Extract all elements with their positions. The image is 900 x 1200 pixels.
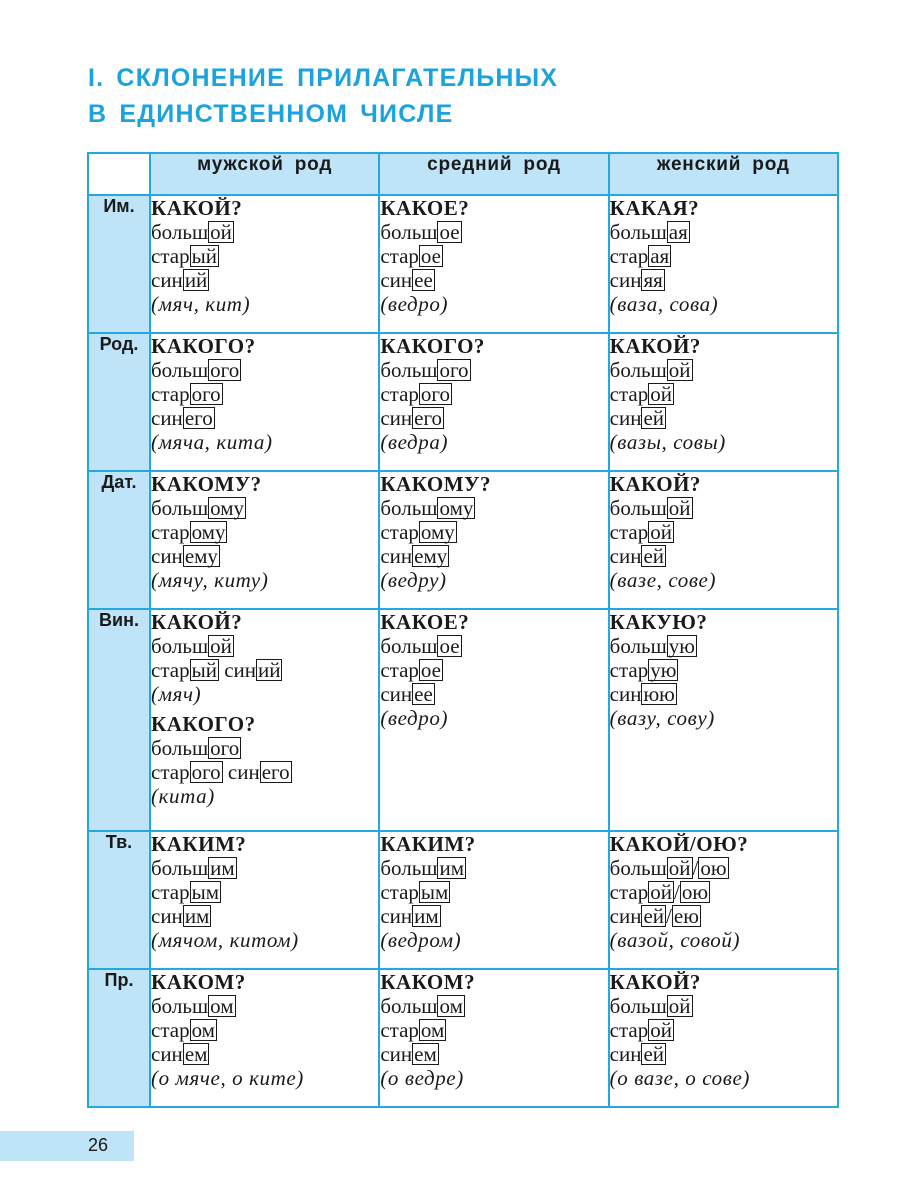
word-stem: больш — [609, 220, 667, 244]
word-stem: стар — [151, 520, 190, 544]
word-ending: его — [184, 406, 213, 430]
example-nouns: (ведру) — [380, 568, 447, 592]
word-stem: син — [380, 406, 413, 430]
form-cell-masculine — [150, 831, 379, 969]
case-question: КАКОЙ? — [151, 610, 243, 634]
word-stem: син — [380, 904, 413, 928]
word-stem: син — [380, 1042, 413, 1066]
word-form — [380, 1018, 607, 1042]
word-form — [380, 682, 607, 706]
column-header-feminine: женский род — [609, 153, 838, 195]
table-row — [88, 333, 838, 471]
case-label: Вин. — [88, 609, 150, 831]
case-question: КАКОЙ? — [151, 196, 243, 220]
case-question: КАКИМ? — [380, 832, 476, 856]
example-nouns: (мяч) — [151, 682, 202, 706]
word-stem: стар — [151, 244, 190, 268]
case-question: КАКОМ? — [151, 970, 246, 994]
word-stem: стар — [380, 520, 419, 544]
word-ending: ему — [184, 544, 218, 568]
word-ending: им — [210, 856, 235, 880]
form-cell-masculine — [150, 195, 379, 333]
word-stem: больш — [380, 994, 438, 1018]
case-question: КАКИМ? — [151, 832, 247, 856]
word-ending: им — [184, 904, 210, 928]
case-label: Им. — [88, 195, 150, 333]
page-number: 26 — [88, 1135, 109, 1155]
word-stem: больш — [151, 856, 209, 880]
word-form — [380, 904, 607, 928]
page-number-bar — [0, 1131, 134, 1161]
word-form — [380, 856, 607, 880]
word-stem: больш — [380, 634, 438, 658]
word-ending: ую — [668, 634, 695, 658]
example-nouns: (вазе, сове) — [609, 568, 717, 592]
header-row — [88, 153, 838, 195]
form-cell-feminine — [609, 333, 838, 471]
word-stem: стар — [151, 658, 190, 682]
case-question: КАКОМУ? — [151, 472, 262, 496]
word-form — [151, 736, 378, 760]
word-stem: стар — [380, 1018, 419, 1042]
word-ending: ой — [650, 382, 672, 406]
word-stem: больш — [380, 856, 438, 880]
word-stem: больш — [151, 994, 209, 1018]
word-stem: больш — [609, 358, 667, 382]
word-form — [380, 634, 607, 658]
word-ending: ого — [210, 736, 240, 760]
word-ending: ий — [184, 268, 208, 292]
word-ending: ею — [673, 904, 699, 928]
word-stem: син — [380, 544, 413, 568]
word-form — [151, 244, 378, 268]
word-ending: ая — [650, 244, 670, 268]
word-stem: син — [151, 1042, 183, 1066]
word-ending: ом — [191, 1018, 215, 1042]
word-form — [380, 220, 607, 244]
word-form — [610, 1042, 837, 1066]
word-ending: ого — [191, 760, 221, 784]
word-ending: ом — [210, 994, 234, 1018]
case-question: КАКОЙ? — [609, 472, 701, 496]
word-form — [610, 358, 837, 382]
word-form — [380, 382, 607, 406]
word-form — [610, 496, 837, 520]
declension-table — [87, 152, 839, 1108]
word-ending: ий — [258, 658, 281, 682]
word-ending: ее — [414, 682, 433, 706]
word-ending: ой — [668, 358, 691, 382]
word-stem: син — [609, 406, 642, 430]
word-form — [610, 544, 837, 568]
word-form — [380, 406, 607, 430]
word-stem: син — [224, 658, 256, 682]
case-label: Пр. — [88, 969, 150, 1107]
word-stem: стар — [380, 880, 419, 904]
word-ending: ему — [414, 544, 448, 568]
word-stem: стар — [380, 244, 419, 268]
word-form — [151, 358, 378, 382]
word-form — [151, 496, 378, 520]
case-label: Тв. — [88, 831, 150, 969]
example-nouns: (вазы, совы) — [609, 430, 726, 454]
word-stem: стар — [151, 1018, 190, 1042]
case-question: КАКОМУ? — [380, 472, 491, 496]
example-nouns: (мяча, кита) — [151, 430, 273, 454]
form-cell-masculine — [150, 609, 379, 831]
word-form — [610, 634, 837, 658]
case-question: КАКАЯ? — [609, 196, 700, 220]
word-form — [151, 994, 378, 1018]
case-question: КАКОЕ? — [380, 196, 470, 220]
word-ending: ой — [210, 220, 232, 244]
word-stem: больш — [151, 220, 209, 244]
word-ending: ое — [420, 658, 441, 682]
word-ending: ее — [414, 268, 433, 292]
word-ending: ое — [439, 220, 460, 244]
word-form — [380, 358, 607, 382]
word-stem: стар — [609, 520, 649, 544]
example-nouns: (о ведре) — [380, 1066, 464, 1090]
form-cell-feminine — [609, 195, 838, 333]
example-nouns: (мячу, киту) — [151, 568, 269, 592]
word-form — [610, 658, 837, 682]
word-form — [610, 904, 837, 928]
word-form — [380, 520, 607, 544]
word-ending: ого — [210, 358, 240, 382]
word-form — [151, 544, 378, 568]
word-ending: ый — [191, 658, 217, 682]
word-ending: ое — [439, 634, 460, 658]
word-ending: его — [414, 406, 443, 430]
example-nouns: (кита) — [151, 784, 215, 808]
form-cell-masculine — [150, 471, 379, 609]
word-stem: син — [609, 1042, 642, 1066]
title-line-2: В ЕДИНСТВЕННОМ ЧИСЛЕ — [88, 100, 454, 128]
case-label: Дат. — [88, 471, 150, 609]
word-stem: стар — [609, 244, 649, 268]
word-stem: больш — [151, 634, 209, 658]
column-header-masculine: мужской род — [150, 153, 379, 195]
word-stem: стар — [151, 382, 190, 406]
word-form — [151, 904, 378, 928]
word-stem: син — [380, 268, 413, 292]
word-stem: син — [609, 544, 642, 568]
word-form — [151, 1042, 378, 1066]
word-ending: ою — [681, 880, 709, 904]
word-stem: стар — [380, 658, 419, 682]
word-stem: син — [151, 544, 183, 568]
word-ending: ой — [650, 880, 672, 904]
word-form — [610, 880, 837, 904]
table-row — [88, 609, 838, 831]
word-stem: стар — [609, 1018, 649, 1042]
title-line-1: I. СКЛОНЕНИЕ ПРИЛАГАТЕЛЬНЫХ — [88, 64, 559, 92]
form-cell-neuter — [379, 969, 608, 1107]
word-form — [380, 880, 607, 904]
form-cell-neuter — [379, 333, 608, 471]
word-ending: ей — [643, 544, 665, 568]
form-cell-feminine — [609, 969, 838, 1107]
form-cell-masculine — [150, 969, 379, 1107]
form-cell-feminine — [609, 471, 838, 609]
example-nouns: (ведро) — [380, 292, 449, 316]
word-form — [380, 658, 607, 682]
form-cell-neuter — [379, 831, 608, 969]
word-ending: ое — [420, 244, 441, 268]
table-row — [88, 831, 838, 969]
word-ending: ый — [191, 244, 217, 268]
word-stem: стар — [609, 382, 649, 406]
case-question: КАКОГО? — [380, 334, 485, 358]
corner-cell — [88, 153, 150, 195]
form-cell-neuter — [379, 609, 608, 831]
word-ending: ого — [191, 382, 221, 406]
word-ending: ым — [420, 880, 449, 904]
form-cell-neuter — [379, 471, 608, 609]
word-form — [610, 520, 837, 544]
example-nouns: (вазой, совой) — [609, 928, 741, 952]
form-cell-feminine — [609, 609, 838, 831]
example-nouns: (ваза, сова) — [609, 292, 719, 316]
word-stem: больш — [609, 496, 667, 520]
word-form — [151, 880, 378, 904]
example-nouns: (о мяче, о ките) — [151, 1066, 304, 1090]
word-ending: ей — [643, 1042, 665, 1066]
word-form — [151, 520, 378, 544]
word-ending: ой — [668, 856, 691, 880]
word-form — [610, 382, 837, 406]
word-stem: больш — [609, 994, 667, 1018]
word-form — [380, 496, 607, 520]
word-ending: его — [261, 760, 290, 784]
word-stem: больш — [151, 496, 209, 520]
word-stem: больш — [380, 358, 438, 382]
word-ending: ей — [643, 406, 665, 430]
word-form — [610, 994, 837, 1018]
word-stem: син — [609, 268, 642, 292]
word-ending: ой — [210, 634, 232, 658]
word-stem: син — [609, 682, 642, 706]
page-title — [88, 60, 558, 132]
word-ending: ая — [668, 220, 688, 244]
example-nouns: (ведром) — [380, 928, 462, 952]
word-stem: больш — [380, 496, 438, 520]
word-stem: син — [609, 904, 642, 928]
word-stem: син — [151, 406, 183, 430]
case-question: КАКОГО? — [151, 334, 256, 358]
word-stem: стар — [151, 880, 190, 904]
word-ending: ую — [650, 658, 677, 682]
word-stem: больш — [609, 634, 667, 658]
word-ending: ой — [668, 496, 691, 520]
word-ending: им — [414, 904, 439, 928]
word-stem: стар — [151, 760, 190, 784]
word-form — [151, 268, 378, 292]
word-ending: ому — [210, 496, 245, 520]
table-row — [88, 471, 838, 609]
example-nouns: (мяч, кит) — [151, 292, 251, 316]
word-ending: ем — [184, 1042, 208, 1066]
word-form — [380, 994, 607, 1018]
word-stem: больш — [380, 220, 438, 244]
word-ending: ой — [650, 520, 672, 544]
table-row — [88, 195, 838, 333]
word-ending: ым — [191, 880, 219, 904]
example-nouns: (ведра) — [380, 430, 449, 454]
word-form — [151, 856, 378, 880]
word-ending: им — [439, 856, 464, 880]
word-stem: больш — [609, 856, 667, 880]
word-form — [610, 856, 837, 880]
word-ending: ой — [668, 994, 691, 1018]
word-ending: юю — [643, 682, 675, 706]
word-form — [151, 406, 378, 430]
word-form — [380, 244, 607, 268]
form-cell-masculine — [150, 333, 379, 471]
table-body — [88, 195, 838, 1107]
case-question: КАКОЙ? — [609, 334, 701, 358]
word-stem: больш — [151, 358, 209, 382]
word-ending: ой — [650, 1018, 672, 1042]
word-stem: син — [151, 268, 183, 292]
word-form — [610, 268, 837, 292]
case-question: КАКОЙ? — [609, 970, 701, 994]
word-ending: ою — [700, 856, 727, 880]
word-form — [380, 268, 607, 292]
example-nouns: (ведро) — [380, 706, 449, 730]
word-form — [151, 658, 378, 682]
word-form — [610, 1018, 837, 1042]
case-question: КАКОМ? — [380, 970, 476, 994]
table-row — [88, 969, 838, 1107]
word-ending: ом — [420, 1018, 445, 1042]
example-nouns: (о вазе, о сове) — [609, 1066, 750, 1090]
word-form — [151, 760, 378, 784]
word-form — [610, 220, 837, 244]
word-stem: син — [151, 904, 183, 928]
word-ending: ому — [420, 520, 455, 544]
word-form — [380, 544, 607, 568]
column-header-neuter: средний род — [379, 153, 608, 195]
word-stem: син — [380, 682, 413, 706]
word-stem: / — [666, 904, 672, 928]
word-form — [610, 406, 837, 430]
example-nouns: (вазу, сову) — [609, 706, 715, 730]
word-stem: стар — [380, 382, 419, 406]
word-form — [610, 682, 837, 706]
word-form — [151, 220, 378, 244]
word-ending: ому — [191, 520, 226, 544]
word-ending: ого — [420, 382, 450, 406]
case-question: КАКОЕ? — [380, 610, 470, 634]
case-label: Род. — [88, 333, 150, 471]
example-nouns: (мячом, китом) — [151, 928, 299, 952]
word-stem: больш — [151, 736, 209, 760]
form-cell-feminine — [609, 831, 838, 969]
word-ending: ого — [439, 358, 469, 382]
form-cell-neuter — [379, 195, 608, 333]
word-ending: ому — [439, 496, 474, 520]
word-form — [151, 1018, 378, 1042]
word-stem: син — [227, 760, 260, 784]
word-ending: ом — [439, 994, 463, 1018]
word-stem: / — [692, 856, 699, 880]
case-question: КАКУЮ? — [609, 610, 708, 634]
word-stem: стар — [609, 880, 649, 904]
word-stem: / — [673, 880, 680, 904]
case-question: КАКОЙ/ОЮ? — [609, 832, 749, 856]
case-question: КАКОГО? — [151, 712, 256, 736]
word-form — [151, 382, 378, 406]
word-form — [151, 634, 378, 658]
word-ending: ей — [643, 904, 665, 928]
word-form — [380, 1042, 607, 1066]
word-ending: ем — [414, 1042, 437, 1066]
word-stem: стар — [609, 658, 649, 682]
word-form — [610, 244, 837, 268]
word-ending: яя — [643, 268, 663, 292]
